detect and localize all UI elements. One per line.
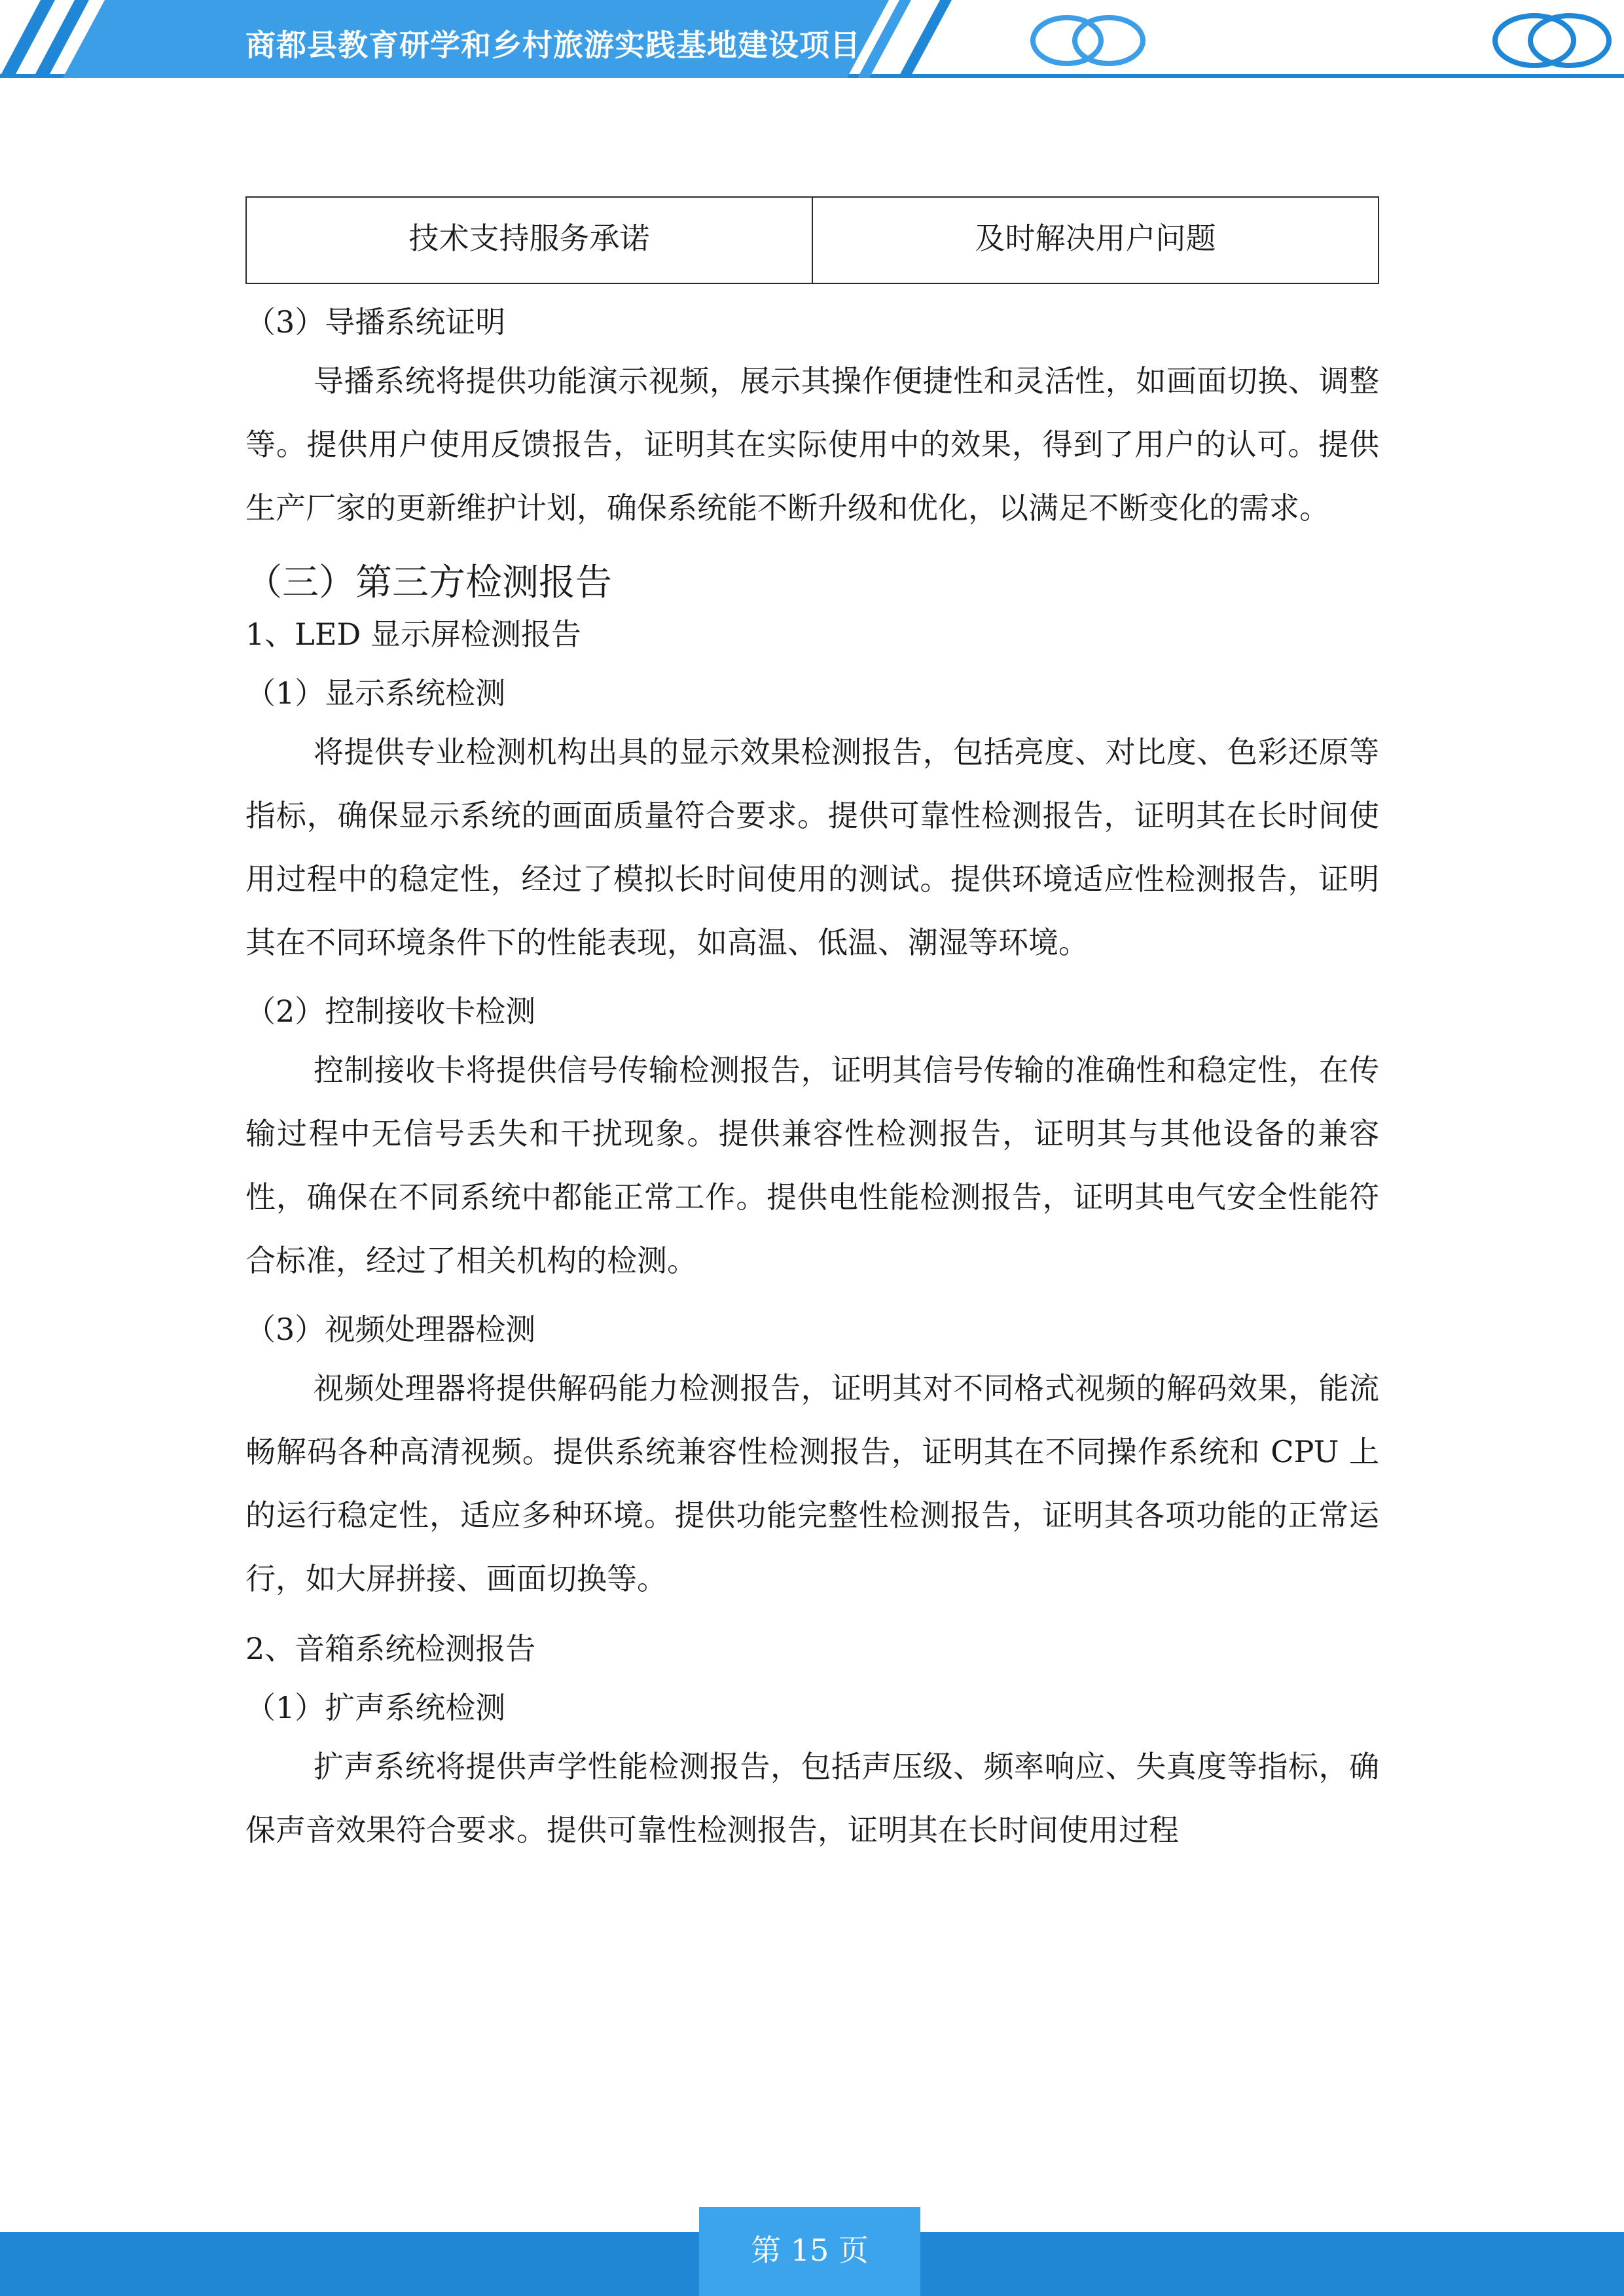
document-body	[245, 196, 1379, 1862]
logo-ring-icon	[1075, 18, 1143, 63]
support-table	[245, 196, 1379, 284]
table-cell: 及时解决用户问题	[812, 197, 1379, 283]
subheading: （3）视频处理器检测	[245, 1312, 536, 1347]
logo-ring-icon	[1530, 16, 1609, 65]
subheading: （2）控制接收卡检测	[245, 994, 536, 1029]
paragraph: 将提供专业检测机构出具的显示效果检测报告，包括亮度、对比度、色彩还原等指标，确保显示系统的画面质量符合要求。提供可靠性检测报告，证明其在长时间使用过程中的稳定性，经过了模拟长时间使用的测试。提供环境适应性检测报告，证明其在不同环境条件下的性能表现，如高温、低温、潮湿等环境。	[245, 734, 1379, 960]
paragraph: 导播系统将提供功能演示视频，展示其操作便捷性和灵活性，如画面切换、调整等。提供用户使用反馈报告，证明其在实际使用中的效果，得到了用户的认可。提供生产厂家的更新维护计划，确保系统能不断升级和优化，以满足不断变化的需求。	[245, 363, 1379, 526]
page-number: 第 15 页	[751, 2233, 869, 2268]
section-title: （三）第三方检测报告	[245, 562, 612, 604]
item-heading: 1、LED 显示屏检测报告	[245, 617, 581, 652]
paragraph: 扩声系统将提供声学性能检测报告，包括声压级、频率响应、失真度等指标，确保声音效果符合要求。提供可靠性检测报告，证明其在长时间使用过程	[245, 1749, 1379, 1848]
subheading: （1）扩声系统检测	[245, 1690, 506, 1725]
header-stripe	[898, 0, 952, 78]
subheading: （1）显示系统检测	[245, 675, 506, 711]
page-header	[0, 0, 1624, 85]
table-row	[246, 197, 1379, 283]
item-heading: 2、音箱系统检测报告	[245, 1631, 536, 1666]
paragraph: 视频处理器将提供解码能力检测报告，证明其对不同格式视频的解码效果，能流畅解码各种高清视频。提供系统兼容性检测报告，证明其在不同操作系统和 CPU 上的运行稳定性，适应多种环境。提供功能完整性检测报告，证明其各项功能的正常运行，如大屏拼接、画面切换等。	[245, 1371, 1379, 1596]
subheading: （3）导播系统证明	[245, 304, 506, 340]
paragraph: 控制接收卡将提供信号传输检测报告，证明其信号传输的准确性和稳定性，在传输过程中无信号丢失和干扰现象。提供兼容性检测报告，证明其与其他设备的兼容性，确保在不同系统中都能正常工作。提供电性能检测报告，证明其电气安全性能符合标准，经过了相关机构的检测。	[245, 1052, 1379, 1278]
logo-ring-icon	[1033, 18, 1101, 63]
header-title: 商都县教育研学和乡村旅游实践基地建设项目	[245, 27, 861, 63]
logo-ring-icon	[1495, 16, 1574, 65]
table-cell: 技术支持服务承诺	[246, 197, 812, 283]
